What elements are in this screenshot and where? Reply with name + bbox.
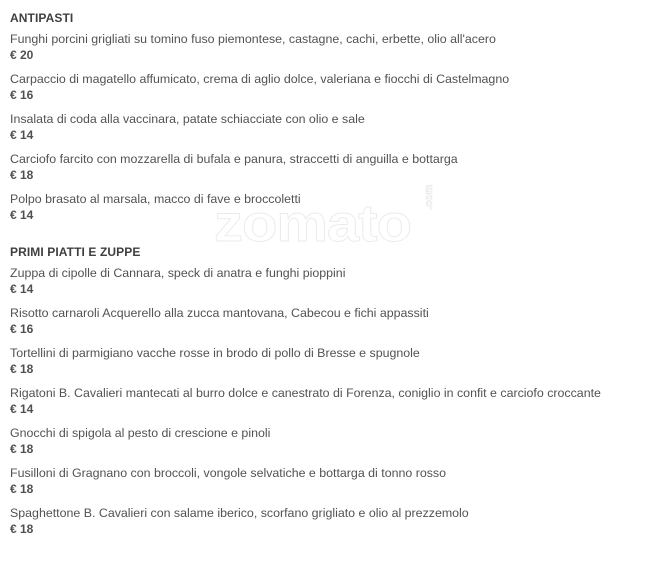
item-price: € 14 — [10, 208, 34, 222]
zomato-watermark-suffix: .com — [423, 184, 435, 210]
section-primi-piatti — [10, 244, 642, 537]
item-name: Tortellini di parmigiano vacche rosse in brodo di pollo di Bresse e spugnole — [10, 346, 420, 360]
zomato-watermark: zomato — [214, 194, 411, 253]
menu-item — [10, 32, 642, 63]
item-name: Insalata di coda alla vaccinara, patate schiacciate con olio e sale — [10, 112, 365, 126]
item-name: Funghi porcini grigliati su tomino fuso piemontese, castagne, cachi, erbette, olio all'acero — [10, 32, 496, 46]
item-price: € 16 — [10, 88, 34, 102]
item-name: Carciofo farcito con mozzarella di bufala e panura, straccetti di anguilla e bottarga — [10, 152, 458, 166]
menu-item — [10, 112, 642, 143]
menu-item — [10, 346, 642, 377]
item-name: Carpaccio di magatello affumicato, crema di aglio dolce, valeriana e fiocchi di Castelmagno — [10, 72, 510, 86]
item-price: € 18 — [10, 168, 34, 182]
section-title: ANTIPASTI — [10, 11, 74, 25]
section-antipasti — [10, 10, 642, 223]
item-name: Polpo brasato al marsala, macco di fave e broccoletti — [10, 192, 301, 206]
item-name: Zuppa di cipolle di Cannara, speck di anatra e funghi pioppini — [10, 266, 346, 280]
item-price: € 20 — [10, 48, 34, 62]
item-price: € 14 — [10, 402, 34, 416]
item-price: € 18 — [10, 362, 34, 376]
menu-item — [10, 72, 642, 103]
item-price: € 18 — [10, 482, 34, 496]
item-name: Rigatoni B. Cavalieri mantecati al burro dolce e canestrato di Forenza, coniglio in confit e carciofo croccante — [10, 386, 601, 400]
menu-item — [10, 426, 642, 457]
menu-item — [10, 192, 642, 223]
item-price: € 16 — [10, 322, 34, 336]
item-name: Spaghettone B. Cavalieri con salame iberico, scorfano grigliato e olio al prezzemolo — [10, 506, 469, 520]
item-name: Risotto carnaroli Acquerello alla zucca mantovana, Cabecou e fichi appassiti — [10, 306, 429, 320]
menu-item — [10, 266, 642, 297]
menu — [10, 10, 642, 546]
menu-item — [10, 306, 642, 337]
item-name: Fusilloni di Gragnano con broccoli, vongole selvatiche e bottarga di tonno rosso — [10, 466, 446, 480]
menu-item — [10, 506, 642, 537]
menu-item — [10, 386, 642, 417]
menu-item — [10, 152, 642, 183]
item-name: Gnocchi di spigola al pesto di crescione e pinoli — [10, 426, 271, 440]
item-price: € 14 — [10, 128, 34, 142]
item-price: € 18 — [10, 442, 34, 456]
item-price: € 18 — [10, 522, 34, 536]
item-price: € 14 — [10, 282, 34, 296]
section-title: PRIMI PIATTI E ZUPPE — [10, 245, 141, 259]
menu-item — [10, 466, 642, 497]
